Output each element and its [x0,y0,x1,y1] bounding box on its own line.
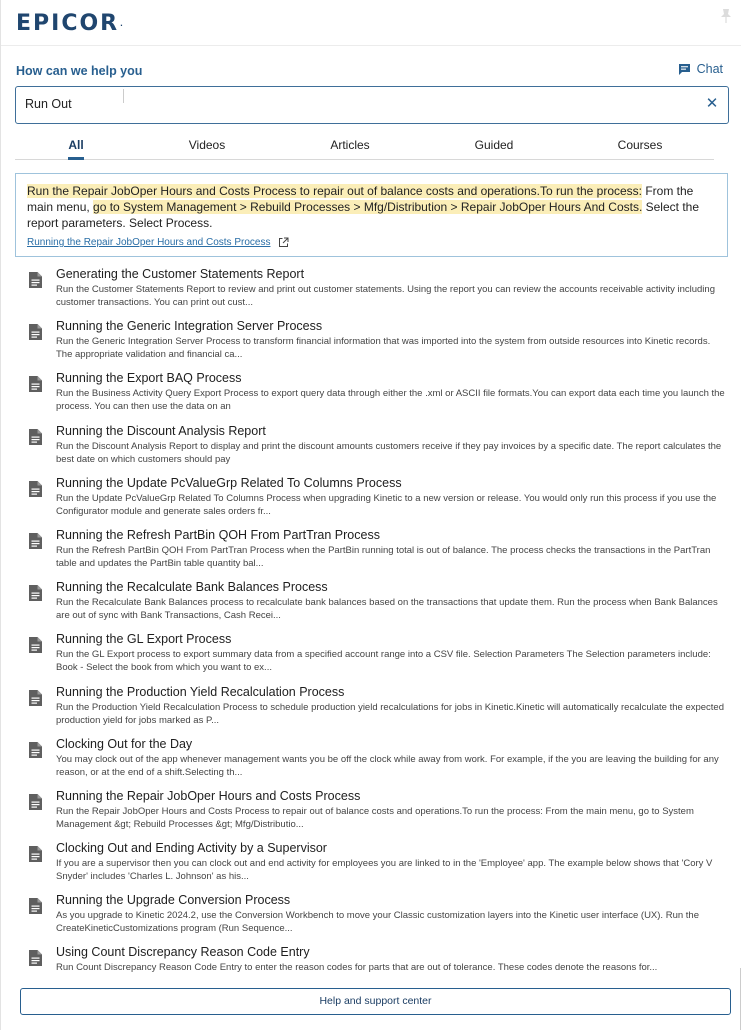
result-snippet: Run the Production Yield Recalculation Process to schedule production yield recalculations for jobs in Kinetic.Kinetic will automatically recalculate the expected production yield for jobs marked as P... [56,701,725,726]
result-title[interactable]: Running the Export BAQ Process [56,371,242,386]
tab-guided[interactable]: Guided [474,138,514,152]
featured-answer-text: Run the Repair JobOper Hours and Costs Process to repair out of balance costs and operations.To run the process: From the main menu, go to System Management > Rebuild Processes > Mfg/Distribution > Repair JobOper Hours And Costs. Select the report parameters. Select Process. [27,184,699,230]
document-icon [28,480,43,498]
featured-answer [15,173,728,257]
result-item[interactable] [15,525,728,577]
clear-search-icon[interactable]: ✕ [705,95,719,112]
chat-icon [678,63,691,76]
text-cursor [123,89,124,103]
result-title[interactable]: Running the Recalculate Bank Balances Process [56,580,328,595]
search-box [15,86,729,124]
result-snippet: Run the Generic Integration Server Process to transform financial information that was imported into the system from outside resources into Kinetic records. The appropriate validation and financial ca... [56,336,711,361]
result-snippet: Run the Recalculate Bank Balances process to recalculate bank balances based on the transactions that update them. Run the process when Bank Balances are out of sync with Bank Transactions, Cash Recei... [56,597,718,622]
result-snippet: Run the Customer Statements Report to review and print out customer statements. Using the report you can review the accounts receivable activity including customer transactions. You can print out cust... [56,284,715,308]
result-title[interactable]: Running the Production Yield Recalculation Process [56,684,345,699]
result-title[interactable]: Running the Repair JobOper Hours and Costs Process [56,788,361,803]
document-icon [28,323,43,341]
result-title[interactable]: Running the Refresh PartBin QOH From PartTran Process [56,527,380,542]
result-item[interactable] [15,786,728,838]
results-list [15,264,728,972]
document-icon [28,271,43,289]
result-snippet: If you are a supervisor then you can clock out and end activity for employees you are linked to in the 'Employee' app. The example below shows that 'Cory V Snyder' includes 'Charles L. Johnson' as his... [56,858,713,883]
document-icon [28,897,43,915]
header-divider [1,45,741,46]
tab-videos[interactable]: Videos [188,138,226,152]
result-title[interactable]: Using Count Discrepancy Reason Code Entry [56,945,310,960]
result-item[interactable] [15,942,728,972]
result-item[interactable] [15,890,728,942]
result-title[interactable]: Clocking Out and Ending Activity by a Supervisor [56,841,327,856]
document-icon [28,741,43,759]
result-snippet: Run the GL Export process to export summary data from a specified account range into a CSV file. Selection Parameters The Selection parameters include: Book - Select the book from which you want to ex... [56,649,711,674]
result-title[interactable]: Running the Generic Integration Server Process [56,319,323,334]
document-icon [28,428,43,446]
result-item[interactable] [15,264,728,316]
result-title[interactable]: Running the GL Export Process [56,632,232,647]
document-icon [28,845,43,863]
document-icon [28,532,43,550]
result-snippet: You may clock out of the app whenever management wants you be off the clock while away from work. For example, if the you are leaving the building for any reason, or at the end of a shift.Selecting th... [56,753,719,778]
result-title[interactable]: Clocking Out for the Day [56,736,193,751]
help-title: How can we help you [16,64,143,78]
result-item[interactable] [15,734,728,786]
result-title[interactable]: Running the Upgrade Conversion Process [56,893,291,908]
document-icon [28,949,43,967]
pin-icon[interactable] [719,8,733,24]
document-icon [28,793,43,811]
result-snippet: Run the Discount Analysis Report to display and print the discount amounts customers receive if they pay invoices by a specific date. The report calculates the best date on which customers should pay [56,440,722,465]
result-title[interactable]: Running the Update PcValueGrp Related To Columns Process [56,475,402,490]
result-item[interactable] [15,316,728,368]
result-item[interactable] [15,838,728,890]
result-item[interactable] [15,577,728,629]
result-item[interactable] [15,368,728,420]
result-snippet: Run Count Discrepancy Reason Code Entry to enter the reason codes for parts that are out of tolerance. These codes denote the reasons for... [56,962,658,972]
result-item[interactable] [15,473,728,525]
result-title[interactable]: Running the Discount Analysis Report [56,423,266,438]
search-input[interactable] [25,97,665,111]
result-snippet: As you upgrade to Kinetic 2024.2, use the Conversion Workbench to move your Classic customization layers into the Kinetic user interface (UX). Run the CreateKineticCustomizations program (Run Sequence... [56,910,699,935]
help-support-center-button[interactable]: Help and support center [20,988,731,1015]
chat-button[interactable] [678,62,723,76]
active-tab-indicator [68,157,84,160]
chat-label: Chat [696,62,723,76]
featured-answer-link[interactable]: Running the Repair JobOper Hours and Costs Process [27,237,289,248]
document-icon [28,584,43,602]
document-icon [28,636,43,654]
external-link-icon [278,237,289,248]
epicor-logo: EPICOR. [16,11,123,36]
tab-courses[interactable]: Courses [617,138,663,152]
result-item[interactable] [15,629,728,681]
result-snippet: Run the Update PcValueGrp Related To Columns Process when upgrading Kinetic to a new version or release. You would only run this process if you use the Configurator module and generate sales orders fr... [56,492,717,517]
document-icon [28,375,43,393]
result-title[interactable]: Generating the Customer Statements Report [56,267,305,281]
result-snippet: Run the Repair JobOper Hours and Costs Process to repair out of balance costs and operations.To run the process: From the main menu, go to System Management &gt; Rebuild Processes &gt; Mfg/Distributio... [56,805,694,830]
tab-all[interactable]: All [68,138,84,152]
result-snippet: Run the Refresh PartBin QOH From PartTran Process when the PartBin running total is out of balance. The process checks the transactions in the PartTran table and updates the PartBin table quantity bal... [56,544,711,569]
result-tabs [15,134,714,160]
result-item[interactable] [15,421,728,473]
result-snippet: Run the Business Activity Query Export Process to export query data through either the .xml or ASCII file formats.You can export data each time you launch the process. You can then use the data on an [56,388,725,413]
document-icon [28,689,43,707]
tab-articles[interactable]: Articles [330,138,370,152]
result-item[interactable] [15,682,728,734]
